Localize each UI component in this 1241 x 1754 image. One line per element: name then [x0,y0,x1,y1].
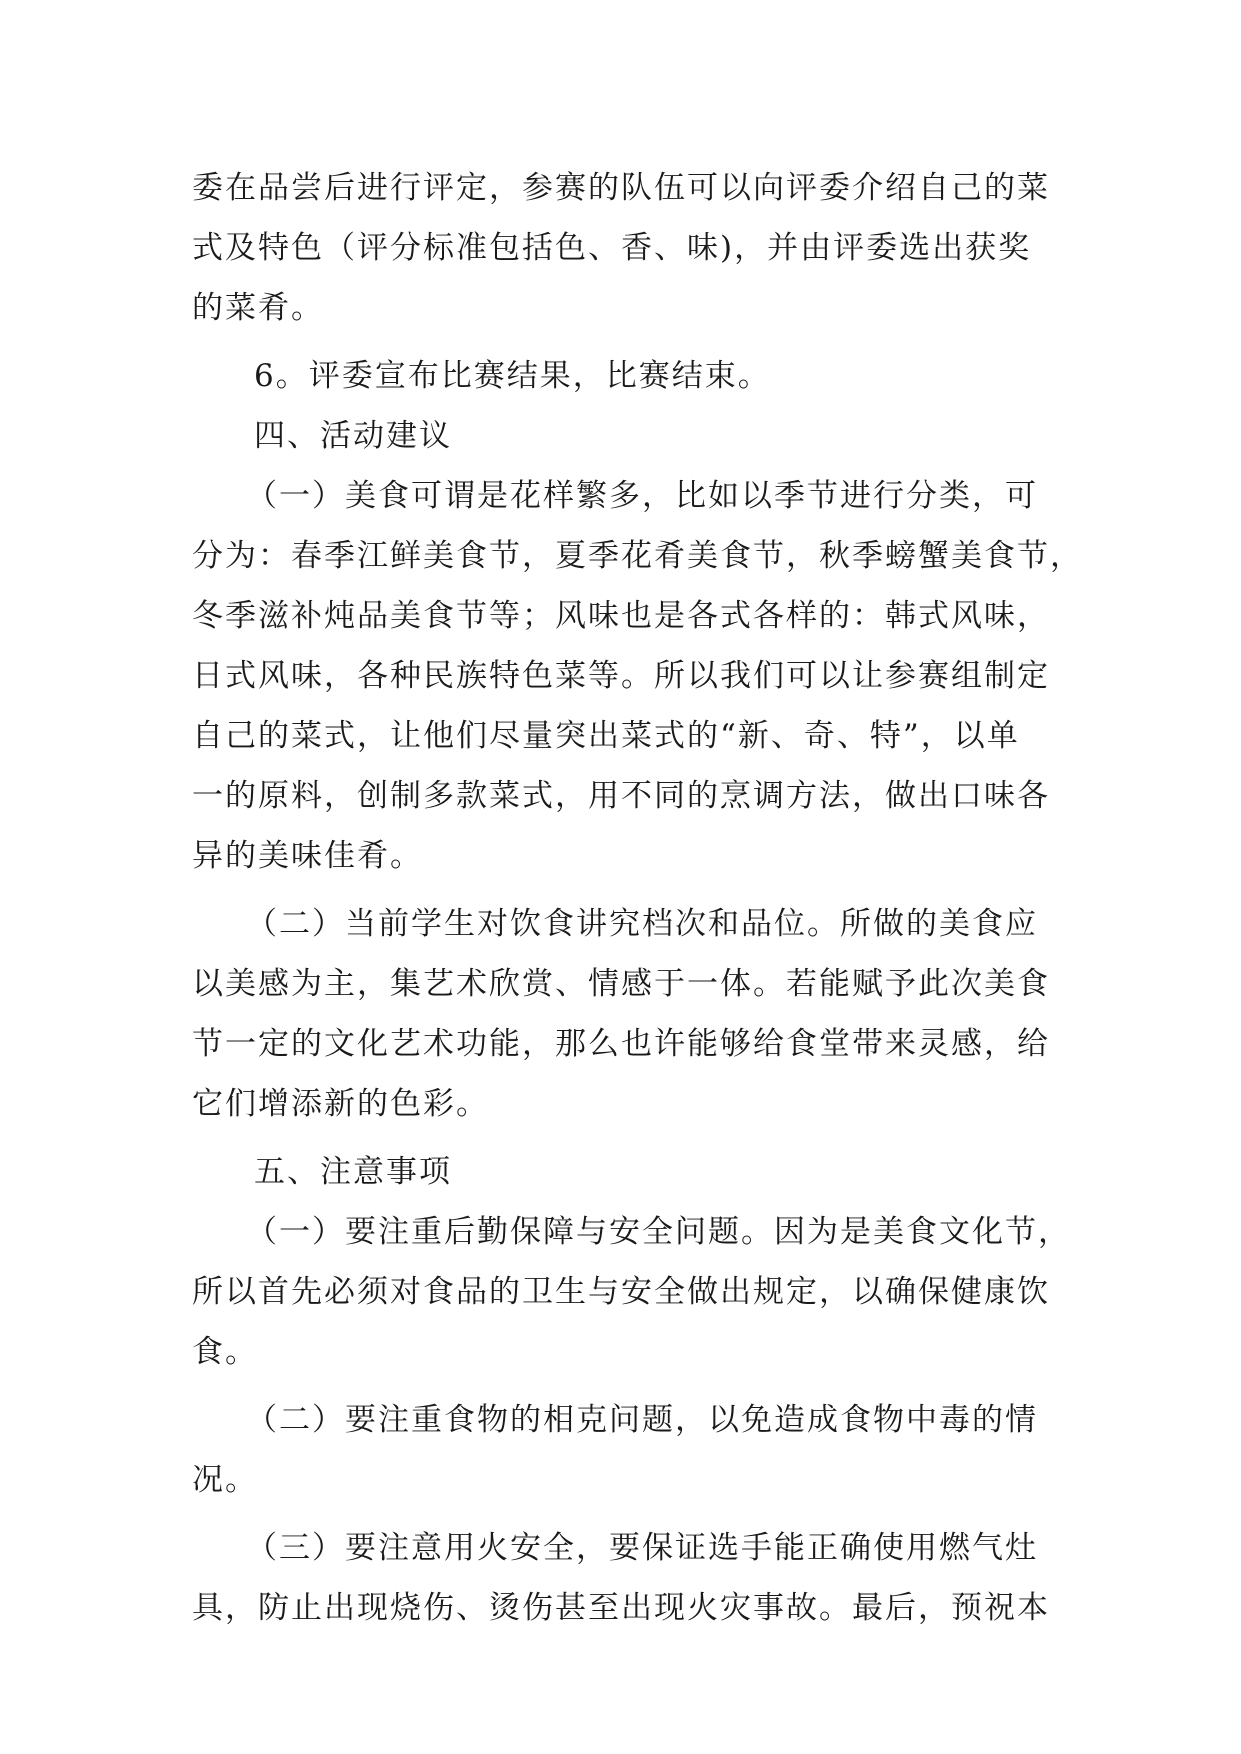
section-heading-5: 五、注意事项 [254,1154,452,1190]
text-line: 具，防止出现烧伤、烫伤甚至出现火灾事故。最后，预祝本 [192,1590,1050,1626]
document-body [192,158,1083,1638]
paragraph-start: （一）美食可谓是花样繁多，比如以季节进行分类，可 [246,478,1038,514]
text-line: 式及特色（评分标准包括色、香、味)，并由评委选出获奖 [192,230,1032,266]
text-line: 所以首先必须对食品的卫生与安全做出规定，以确保健康饮 [192,1274,1050,1310]
paragraph-start: （一）要注重后勤保障与安全问题。因为是美食文化节， [246,1214,1071,1250]
list-item-6: 6。评委宣布比赛结果，比赛结束。 [254,358,771,394]
text-line: 日式风味，各种民族特色菜等。所以我们可以让参赛组制定 [192,658,1050,694]
text-line: 以美感为主，集艺术欣赏、情感于一体。若能赋予此次美食 [192,966,1050,1002]
text-line: 委在品尝后进行评定，参赛的队伍可以向评委介绍自己的菜 [192,170,1050,206]
text-line: 异的美味佳肴。 [192,838,423,874]
text-line: 自己的菜式，让他们尽量突出菜式的“新、奇、特”，以单 [192,718,1020,754]
section-heading-4: 四、活动建议 [254,418,452,454]
paragraph-start: （三）要注意用火安全，要保证选手能正确使用燃气灶 [246,1530,1038,1566]
text-line: 一的原料，创制多款菜式，用不同的烹调方法，做出口味各 [192,778,1050,814]
text-line: 况。 [192,1462,258,1498]
text-line: 冬季滋补炖品美食节等；风味也是各式各样的：韩式风味， [192,598,1050,634]
paragraph-start: （二）要注重食物的相克问题，以免造成食物中毒的情 [246,1402,1038,1438]
text-line: 节一定的文化艺术功能，那么也许能够给食堂带来灵感，给 [192,1026,1050,1062]
text-line: 分为：春季江鲜美食节，夏季花肴美食节，秋季螃蟹美食节， [192,538,1083,574]
paragraph-start: （二）当前学生对饮食讲究档次和品位。所做的美食应 [246,906,1038,942]
text-line: 食。 [192,1334,258,1370]
text-line: 它们增添新的色彩。 [192,1086,489,1122]
text-line: 的菜肴。 [192,290,324,326]
